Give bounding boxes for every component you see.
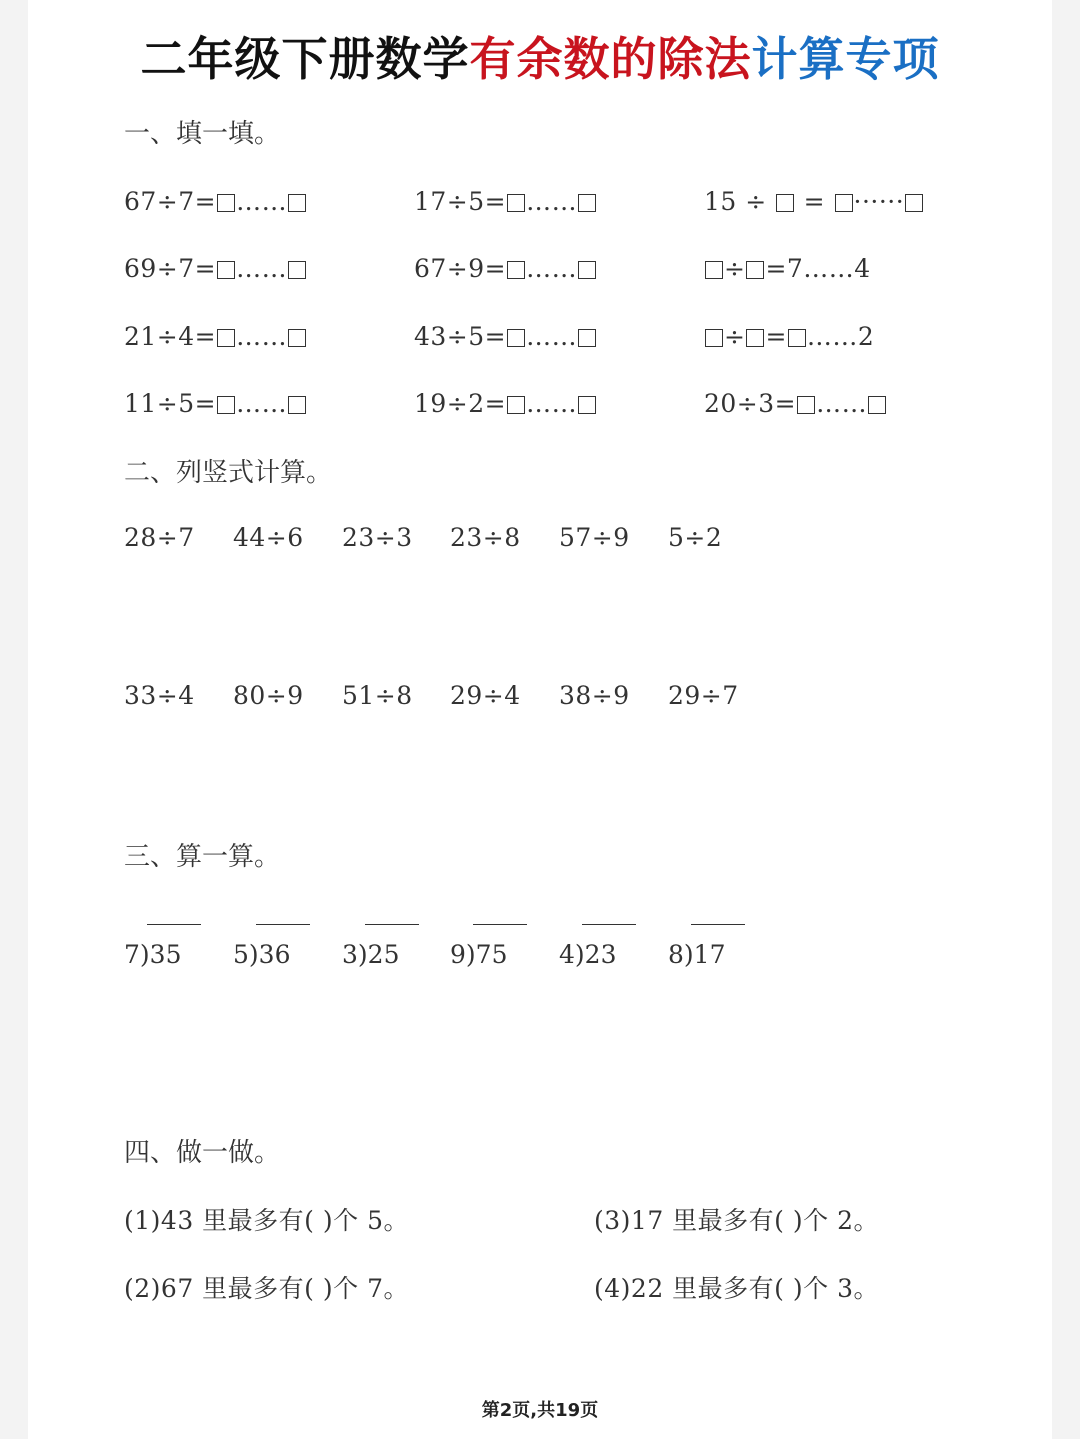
answer-box — [288, 194, 306, 212]
equation-text: 17÷5= — [414, 187, 507, 216]
page-footer: 第2页,共19页 — [481, 1400, 599, 1421]
fill-in-equation — [414, 384, 597, 424]
division-problem: 28÷7 — [124, 523, 195, 552]
division-problem: 5÷2 — [668, 523, 723, 552]
answer-box — [217, 396, 235, 414]
equation-text: …… — [236, 254, 288, 283]
division-problem: 29÷7 — [668, 681, 739, 710]
long-division-problem — [668, 938, 725, 972]
answer-box — [288, 329, 306, 347]
division-problem: 80÷9 — [233, 681, 304, 710]
answer-box — [578, 261, 596, 279]
equation-text: …… — [236, 187, 288, 216]
answer-box — [776, 194, 794, 212]
divisor: 5) — [233, 940, 259, 969]
long-division-problem — [342, 938, 399, 972]
answer-box — [746, 261, 764, 279]
equation-text: ÷ — [724, 322, 746, 351]
fill-in-equation — [414, 249, 597, 289]
equation-text: = — [795, 187, 834, 216]
fill-in-equation — [704, 249, 871, 289]
page-title — [0, 24, 1080, 94]
fill-in-equation — [704, 317, 874, 357]
section-2-heading: 二、列竖式计算。 — [124, 458, 333, 488]
equation-text: 15 ÷ — [704, 187, 776, 216]
answer-box — [217, 194, 235, 212]
long-division-problem — [559, 938, 616, 972]
division-problem: 57÷9 — [559, 523, 630, 552]
equation-text: 20÷3= — [704, 389, 797, 418]
equation-text: ÷ — [724, 254, 746, 283]
answer-box — [868, 396, 886, 414]
answer-box — [905, 194, 923, 212]
dividend: 23 — [585, 938, 617, 972]
answer-box — [217, 261, 235, 279]
answer-box — [507, 329, 525, 347]
divisor: 3) — [342, 940, 368, 969]
answer-box — [288, 396, 306, 414]
division-problem: 23÷3 — [342, 523, 413, 552]
title-part-type: 计算专项 — [751, 32, 940, 86]
answer-box — [746, 329, 764, 347]
title-part-grade: 二年级下册数学 — [140, 32, 470, 86]
division-problem: 23÷8 — [450, 523, 521, 552]
divisor: 9) — [450, 940, 476, 969]
dividend: 25 — [368, 938, 400, 972]
division-problem: 38÷9 — [559, 681, 630, 710]
equation-text: 19÷2= — [414, 389, 507, 418]
dividend: 35 — [150, 938, 182, 972]
answer-box — [705, 261, 723, 279]
equation-text: =7……4 — [765, 254, 871, 283]
equation-text: …… — [236, 389, 288, 418]
answer-box — [288, 261, 306, 279]
equation-text: 67÷9= — [414, 254, 507, 283]
fill-in-equation — [704, 384, 887, 424]
divisor: 4) — [559, 940, 585, 969]
division-problem: 44÷6 — [233, 523, 304, 552]
equation-text: …… — [526, 254, 578, 283]
section-4-heading: 四、做一做。 — [124, 1138, 281, 1168]
answer-box — [835, 194, 853, 212]
equation-text: …… — [526, 389, 578, 418]
fill-in-equation — [124, 182, 307, 222]
long-division-problem — [450, 938, 507, 972]
equation-text: 43÷5= — [414, 322, 507, 351]
answer-box — [507, 194, 525, 212]
dividend: 75 — [476, 938, 508, 972]
equation-text: 67÷7= — [124, 187, 217, 216]
divisor: 8) — [668, 940, 694, 969]
equation-text: …… — [236, 322, 288, 351]
fill-in-equation — [704, 182, 924, 222]
equation-text: ……2 — [806, 322, 875, 351]
fill-in-equation — [414, 182, 597, 222]
equation-text: = — [765, 322, 787, 351]
division-problem: 29÷4 — [450, 681, 521, 710]
answer-box — [797, 396, 815, 414]
answer-box — [507, 396, 525, 414]
question-1: (1)43 里最多有( )个 5。 — [124, 1206, 409, 1235]
dividend: 17 — [694, 938, 726, 972]
question-3: (3)17 里最多有( )个 2。 — [594, 1206, 879, 1235]
answer-box — [705, 329, 723, 347]
answer-box — [507, 261, 525, 279]
section-1-heading: 一、填一填。 — [124, 119, 281, 149]
division-problem: 33÷4 — [124, 681, 195, 710]
equation-text: 21÷4= — [124, 322, 217, 351]
title-part-topic: 有余数的除法 — [469, 32, 752, 86]
section-3-heading: 三、算一算。 — [124, 842, 281, 872]
long-division-problem — [233, 938, 290, 972]
division-problem: 51÷8 — [342, 681, 413, 710]
answer-box — [217, 329, 235, 347]
equation-text: …… — [526, 322, 578, 351]
answer-box — [578, 396, 596, 414]
long-division-problem — [124, 938, 181, 972]
equation-text: 69÷7= — [124, 254, 217, 283]
equation-text: ······ — [853, 187, 905, 216]
equation-text: …… — [816, 389, 868, 418]
fill-in-equation — [414, 317, 597, 357]
question-4: (4)22 里最多有( )个 3。 — [594, 1274, 879, 1303]
dividend: 36 — [259, 938, 291, 972]
fill-in-equation — [124, 384, 307, 424]
divisor: 7) — [124, 940, 150, 969]
fill-in-equation — [124, 249, 307, 289]
answer-box — [788, 329, 806, 347]
question-2: (2)67 里最多有( )个 7。 — [124, 1274, 409, 1303]
equation-text: 11÷5= — [124, 389, 217, 418]
answer-box — [578, 194, 596, 212]
fill-in-equation — [124, 317, 307, 357]
equation-text: …… — [526, 187, 578, 216]
answer-box — [578, 329, 596, 347]
